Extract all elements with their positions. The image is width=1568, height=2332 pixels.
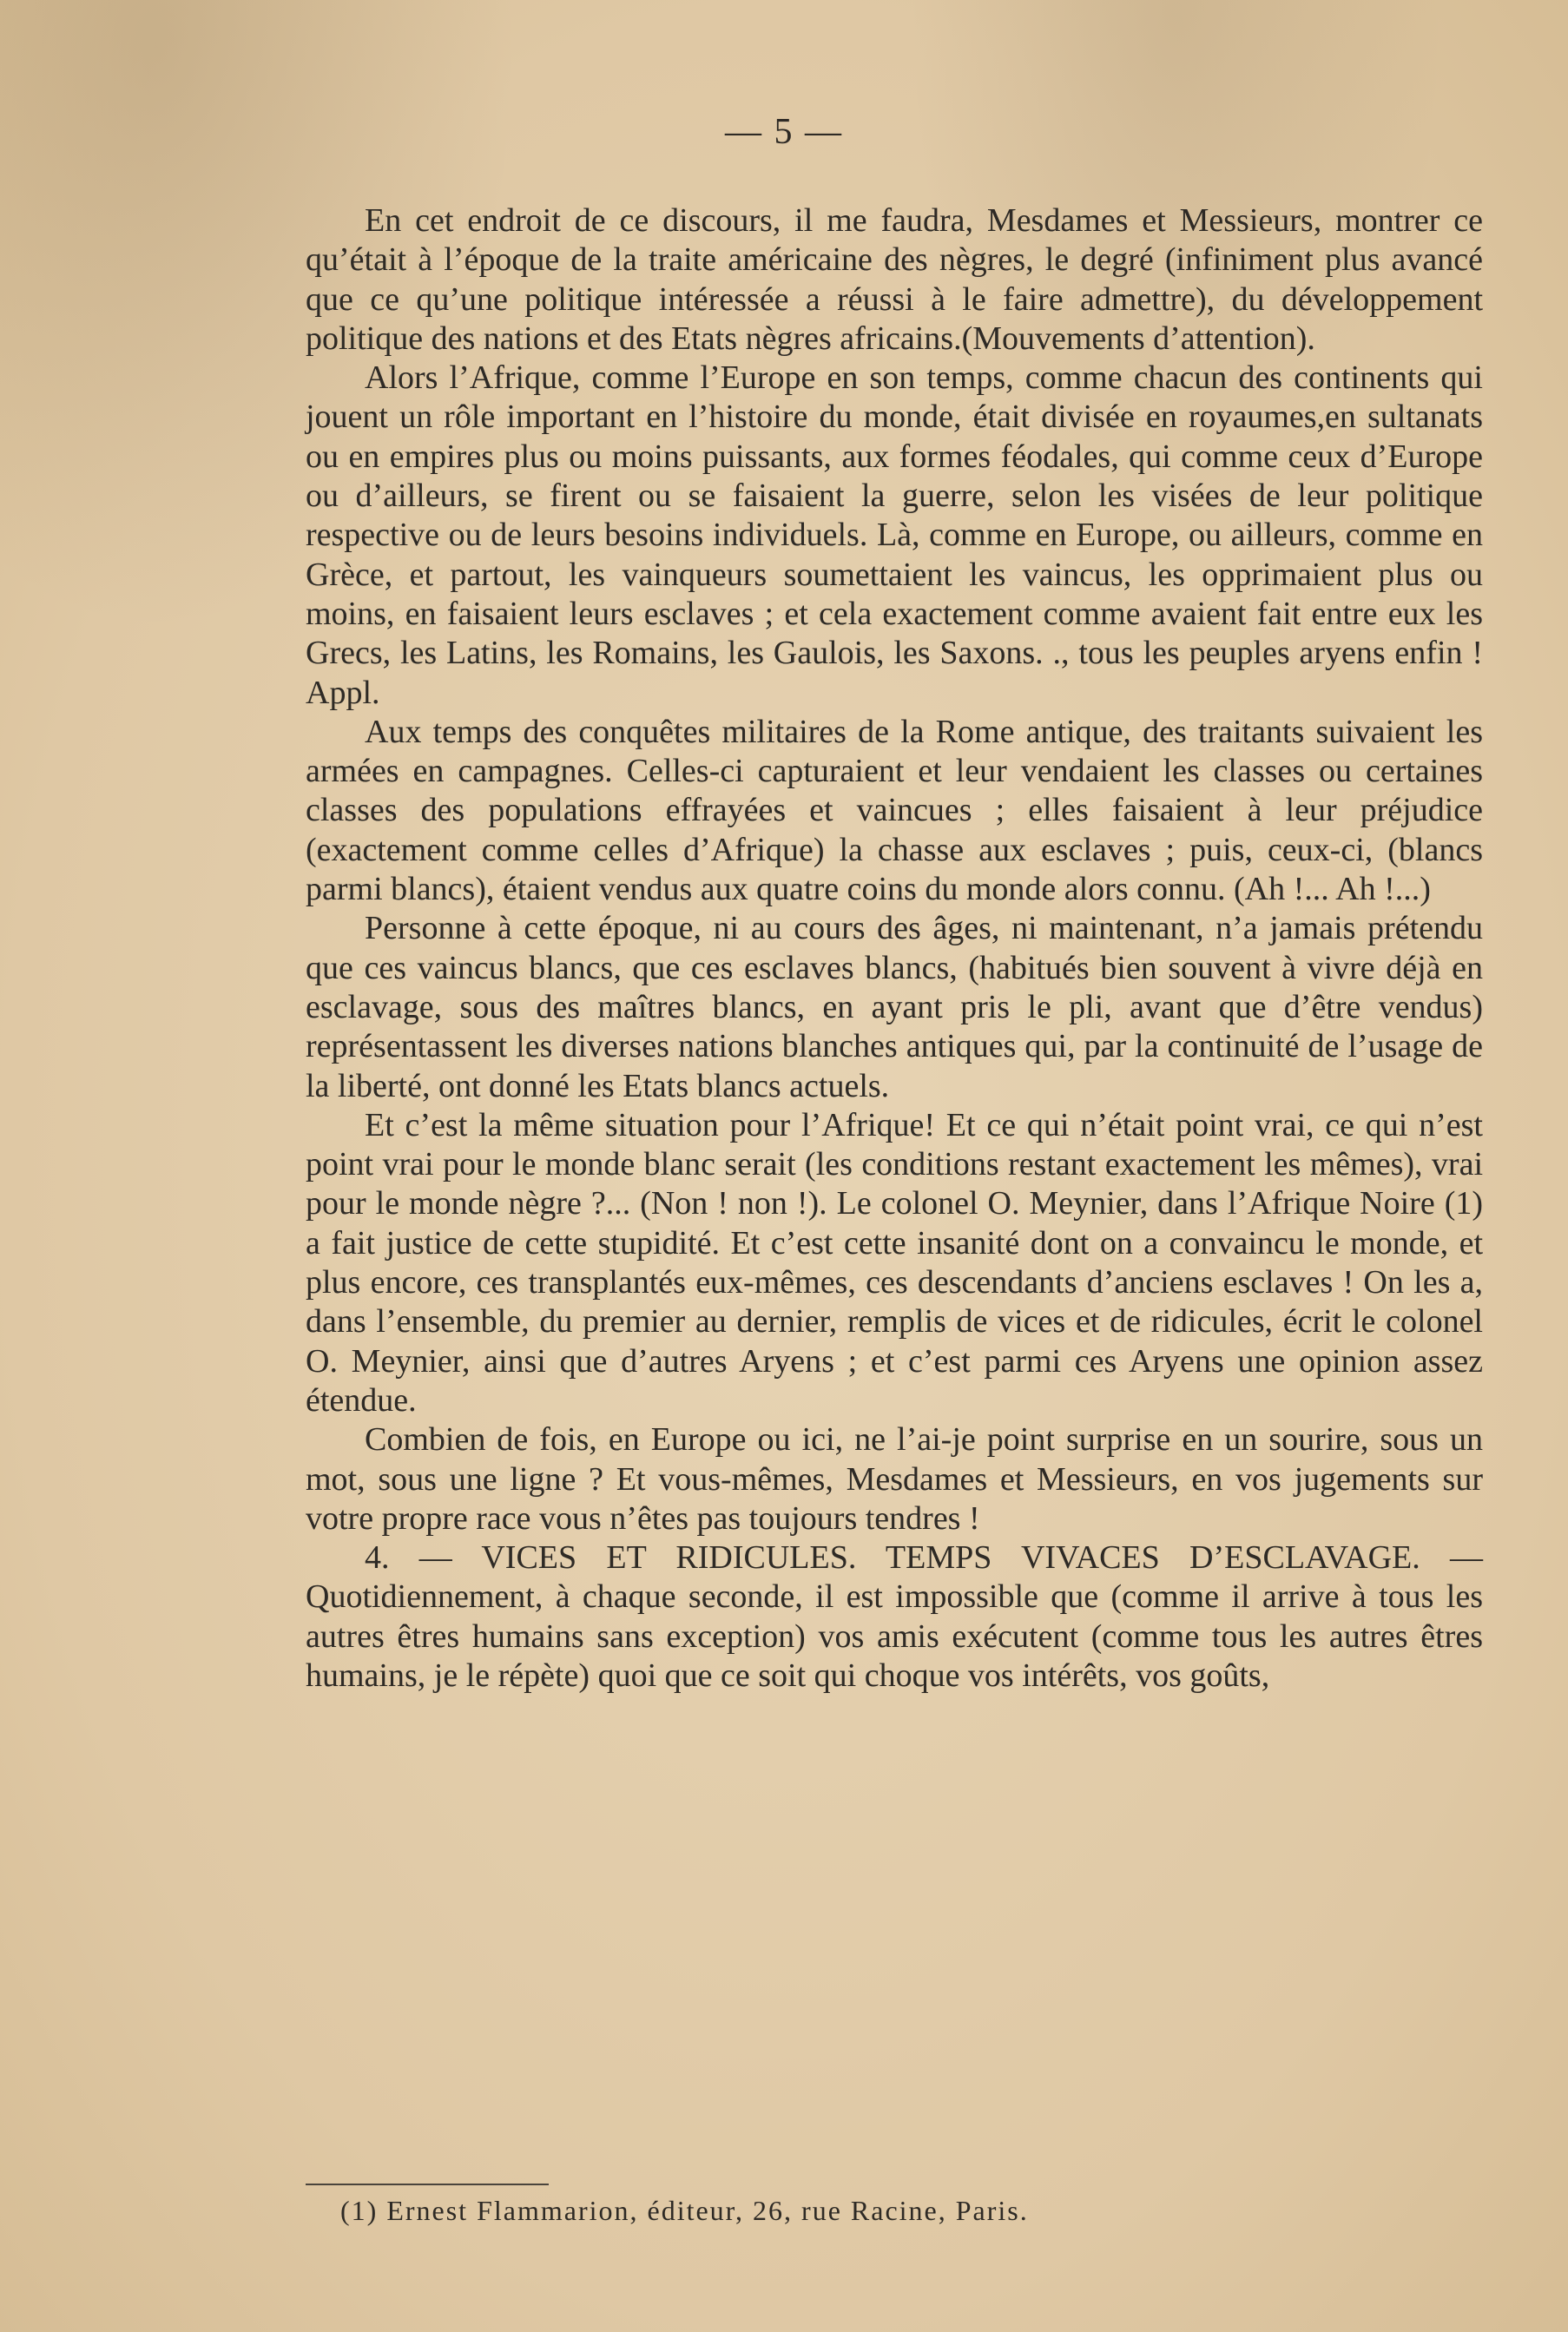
paragraph-1: En cet endroit de ce discours, il me faudra, Mesdames et Messieurs, montrer ce qu’était à l’époque de la traite américaine des nègres, le degré (infiniment plus avancé que ce qu’une politique intéressée a réussi à le faire admettre), du développement politique des nations et des Etats nègres africains.(Mouvements d’attention).	[306, 202, 1483, 357]
page-number: — 5 —	[725, 112, 843, 152]
paragraph-4: Personne à cette époque, ni au cours des âges, ni maintenant, n’a jamais prétendu que ces vaincus blancs, que ces esclaves blancs, (habitués bien souvent à vivre déjà en esclavage, sous des maîtres blancs, en ayant pris le pli, avant que d’être vendus) représentassent les diverses nations blanches antiques qui, par la continuité de l’usage de la liberté, ont donné les Etats blancs actuels.	[306, 910, 1483, 1104]
paragraph-6: Combien de fois, en Europe ou ici, ne l’ai-je point surprise en un sourire, sous un mot, sous une ligne ? Et vous-mêmes, Mesdames et Messieurs, en vos jugements sur votre propre race vous n’êtes pas toujours tendres !	[306, 1421, 1483, 1537]
body-text	[306, 201, 1483, 1696]
paragraph-3: Aux temps des conquêtes militaires de la Rome antique, des traitants suivaient les armées en campagnes. Celles-ci capturaient et leur vendaient les classes ou certaines classes des populations effrayées et vaincues ; elles faisaient à leur préjudice (exactement comme celles d’Afrique) la chasse aux esclaves ; puis, ceux-ci, (blancs parmi blancs), étaient vendus aux quatre coins du monde alors connu. (Ah !... Ah !...)	[306, 713, 1483, 908]
paragraph-5: Et c’est la même situation pour l’Afrique! Et ce qui n’était point vrai, ce qui n’est point vrai pour le monde blanc serait (les conditions restant exactement les mêmes), vrai pour le monde nègre ?... (Non ! non !). Le colonel O. Meynier, dans l’Afrique Noire (1) a fait justice de cette stupidité. Et c’est cette insanité dont on a convaincu le monde, et plus encore, ces transplantés eux-mêmes, ces descendants d’anciens esclaves ! On les a, dans l’ensemble, du premier au dernier, remplis de vices et de ridicules, écrit le colonel O. Meynier, ainsi que d’autres Aryens ; et c’est parmi ces Aryens une opinion assez étendue.	[306, 1106, 1483, 1419]
paragraph-2: Alors l’Afrique, comme l’Europe en son temps, comme chacun des continents qui jouent un rôle important en l’histoire du monde, était divisée en royaumes,en sultanats ou en empires plus ou moins puissants, aux formes féodales, qui comme ceux d’Europe ou d’ailleurs, se firent ou se faisaient la guerre, selon les visées de leur politique respective ou de leurs besoins individuels. Là, comme en Europe, ou ailleurs, comme en Grèce, et partout, les vainqueurs soumettaient les vaincus, les opprimaient plus ou moins, en faisaient leurs esclaves ; et cela exactement comme avaient fait entre eux les Grecs, les Latins, les Romains, les Gaulois, les Saxons. ., tous les peuples aryens enfin ! Appl.	[306, 359, 1483, 711]
paragraph-7-section-heading: 4. — VICES ET RIDICULES. TEMPS VIVACES D’ESCLAVAGE. — Quotidiennement, à chaque seconde, il est impossible que (comme il arrive à tous les autres êtres humains sans exception) vos amis exécutent (comme tous les autres êtres humains, je le répète) quoi que ce soit qui choque vos intérêts, vos goûts,	[306, 1539, 1483, 1694]
footnote: (1) Ernest Flammarion, éditeur, 26, rue Racine, Paris.	[340, 2195, 1029, 2226]
footnote-rule	[306, 2184, 549, 2185]
